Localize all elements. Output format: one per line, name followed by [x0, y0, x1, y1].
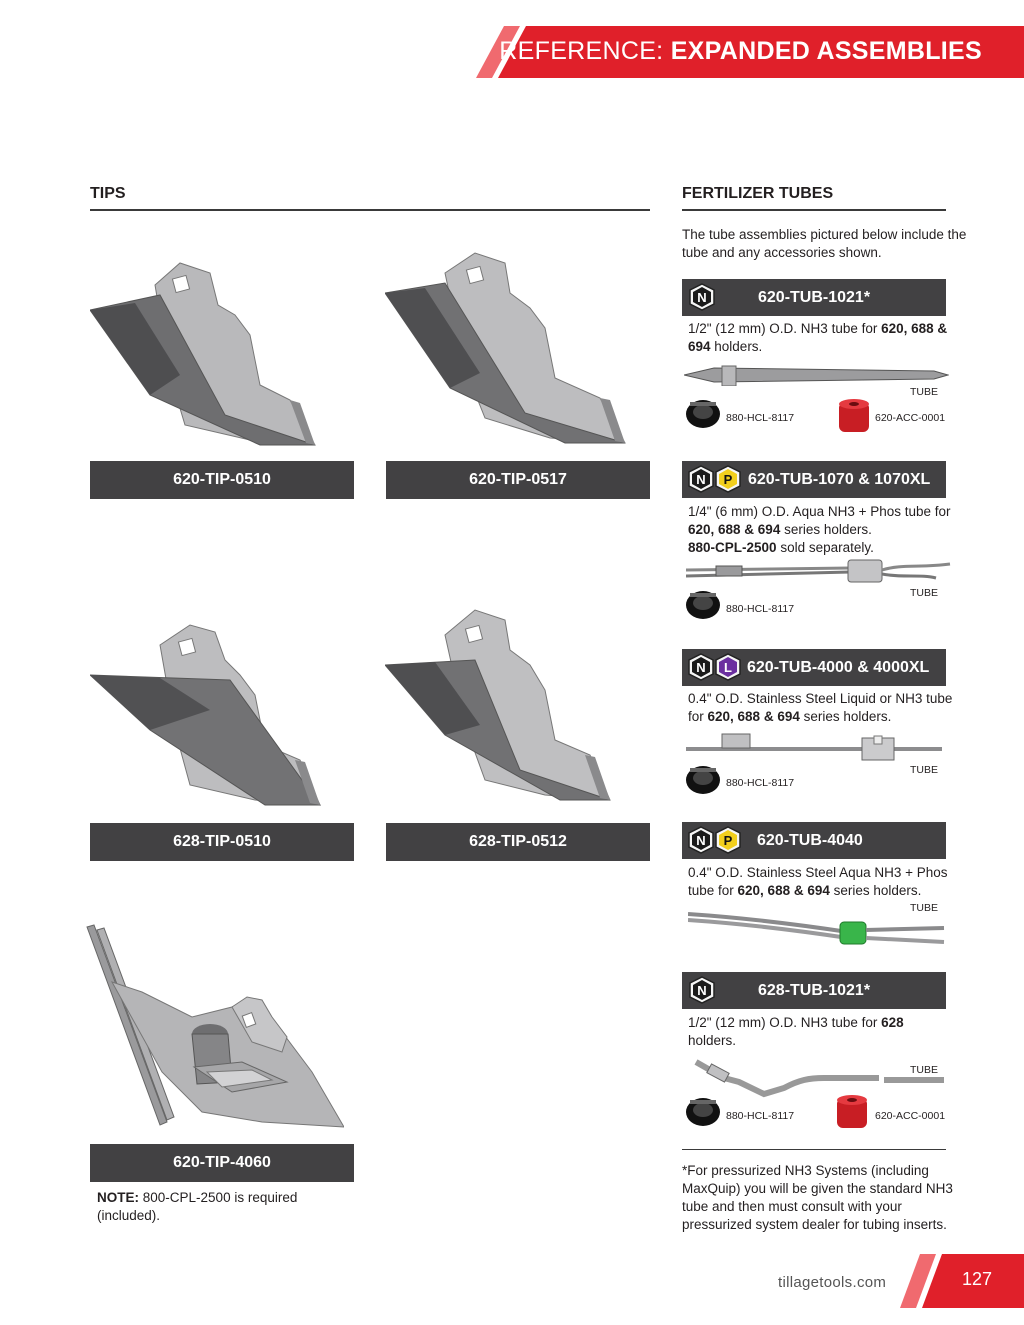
- fertilizer-intro: The tube assemblies pictured below include the tube and any accessories shown.: [682, 227, 967, 260]
- tip-image-620-tip-4060: [82, 922, 344, 1130]
- desc-1-text: 1/2" (12 mm) O.D. NH3 tube for: [688, 321, 882, 336]
- hose-clamp-icon: [684, 587, 722, 623]
- note-text: 800-CPL-2500 is required (included).: [97, 1190, 298, 1223]
- tube-desc-5: [688, 1014, 908, 1050]
- part-b-5: 620-ACC-0001: [875, 1110, 946, 1122]
- tip-image-620-tip-0510: [90, 255, 320, 450]
- footnote: *For pressurized NH3 Systems (including MaxQuip) you will be given the standard NH3 tube and then must consult with your pressurized system dealer for tubing inserts.: [682, 1163, 953, 1232]
- desc-1-tail: holders.: [710, 339, 763, 354]
- desc-3-text: 0.4" O.D. Stainless Steel Liquid or NH3 tube for: [688, 691, 953, 724]
- red-insert-icon: [834, 1092, 870, 1132]
- svg-text:P: P: [723, 472, 733, 487]
- fertilizer-rule: [682, 209, 946, 211]
- tube-image-2: [686, 556, 952, 586]
- desc-4-text: 0.4" O.D. Stainless Steel Aqua NH3 + Phos tube for: [688, 865, 948, 898]
- hose-clamp-icon: [684, 396, 722, 432]
- note-label: NOTE:: [97, 1190, 139, 1205]
- fertilizer-tubes-heading: FERTILIZER TUBES: [682, 185, 834, 202]
- desc-3-tail: series holders.: [799, 709, 892, 724]
- tube-desc-4: [688, 864, 958, 900]
- tube-title-3: 620-TUB-4000 & 4000XL: [747, 659, 930, 676]
- tube-desc-2: [688, 503, 958, 557]
- desc-2-bold2: 880-CPL-2500: [688, 540, 777, 555]
- part-a-2: 880-HCL-8117: [726, 603, 795, 615]
- footnote-rule: [682, 1149, 946, 1150]
- tube-label-1: TUBE: [910, 386, 939, 398]
- tube-bar-5: [682, 972, 946, 1009]
- header-prefix: REFERENCE:: [499, 37, 664, 65]
- tube-label-4: TUBE: [910, 902, 939, 914]
- tube-desc-3: [688, 690, 958, 726]
- tip-image-620-tip-0517: [385, 248, 630, 448]
- header-banner: [476, 26, 1024, 78]
- tip-image-628-tip-0510: [90, 620, 325, 810]
- tip-note: [97, 1189, 337, 1225]
- tube-bar-1: [682, 279, 946, 316]
- svg-text:N: N: [696, 833, 706, 848]
- tip-label-3: 628-TIP-0510: [90, 823, 354, 861]
- phos-badge-icon: [715, 465, 741, 493]
- desc-2-bold: 620, 688 & 694: [688, 522, 781, 537]
- desc-5-bold: 628: [881, 1015, 904, 1030]
- tube-title-5: 628-TUB-1021*: [758, 982, 871, 999]
- tip-image-628-tip-0512: [385, 605, 625, 805]
- nh3-badge-icon: [688, 465, 714, 493]
- tip-label-2: 620-TIP-0517: [386, 461, 650, 499]
- tube-image-1: [684, 364, 949, 386]
- tips-heading: TIPS: [90, 185, 126, 202]
- tip-label-1: 620-TIP-0510: [90, 461, 354, 499]
- tube-title-2: 620-TUB-1070 & 1070XL: [748, 471, 931, 488]
- footer-url: tillagetools.com: [778, 1274, 887, 1291]
- tip-label-4: 628-TIP-0512: [386, 823, 650, 861]
- page-header-title: [499, 37, 982, 66]
- tube-desc-1: [688, 320, 958, 356]
- tube-label-5: TUBE: [910, 1064, 939, 1076]
- nh3-badge-icon: [688, 653, 714, 681]
- tube-label-3: TUBE: [910, 764, 939, 776]
- svg-text:N: N: [696, 472, 706, 487]
- desc-2-text: 1/4" (6 mm) O.D. Aqua NH3 + Phos tube for: [688, 504, 951, 519]
- tube-image-4: [688, 908, 946, 950]
- tube-title-1: 620-TUB-1021*: [758, 289, 871, 306]
- svg-text:N: N: [696, 660, 706, 675]
- tube-title-4: 620-TUB-4040: [757, 832, 863, 849]
- header-title: EXPANDED ASSEMBLIES: [670, 37, 982, 65]
- part-a-5: 880-HCL-8117: [726, 1110, 795, 1122]
- hose-clamp-icon: [684, 1094, 722, 1130]
- hose-clamp-icon: [684, 762, 722, 798]
- nh3-badge-icon: [689, 976, 715, 1004]
- desc-5-text: 1/2" (12 mm) O.D. NH3 tube for: [688, 1015, 882, 1030]
- svg-text:P: P: [723, 833, 733, 848]
- desc-3-bold: 620, 688 & 694: [707, 709, 800, 724]
- phos-badge-icon: [715, 826, 741, 854]
- nh3-badge-icon: [689, 283, 715, 311]
- desc-1-bold: 620, 688 & 694: [688, 321, 948, 354]
- tube-image-5: [694, 1058, 946, 1098]
- tips-rule: [90, 209, 650, 211]
- tube-label-2: TUBE: [910, 587, 939, 599]
- desc-2-tail2: sold separately.: [776, 540, 874, 555]
- part-a-1: 880-HCL-8117: [726, 412, 795, 424]
- nh3-badge-icon: [688, 826, 714, 854]
- part-b-1: 620-ACC-0001: [875, 412, 946, 424]
- tube-bar-3: [682, 649, 946, 686]
- desc-5-tail: holders.: [688, 1033, 737, 1048]
- desc-4-bold: 620, 688 & 694: [737, 883, 830, 898]
- svg-text:N: N: [697, 983, 707, 998]
- part-a-3: 880-HCL-8117: [726, 777, 795, 789]
- tip-label-5: 620-TIP-4060: [90, 1144, 354, 1182]
- tube-image-3: [686, 732, 944, 762]
- page-number: 127: [962, 1269, 993, 1289]
- liquid-badge-icon: [715, 653, 741, 681]
- tube-bar-4: [682, 822, 946, 859]
- red-insert-icon: [836, 396, 872, 436]
- svg-text:N: N: [697, 290, 707, 305]
- tube-bar-2: [682, 461, 946, 498]
- desc-4-tail: series holders.: [829, 883, 922, 898]
- svg-text:L: L: [724, 660, 732, 675]
- desc-2-tail: series holders.: [780, 522, 872, 537]
